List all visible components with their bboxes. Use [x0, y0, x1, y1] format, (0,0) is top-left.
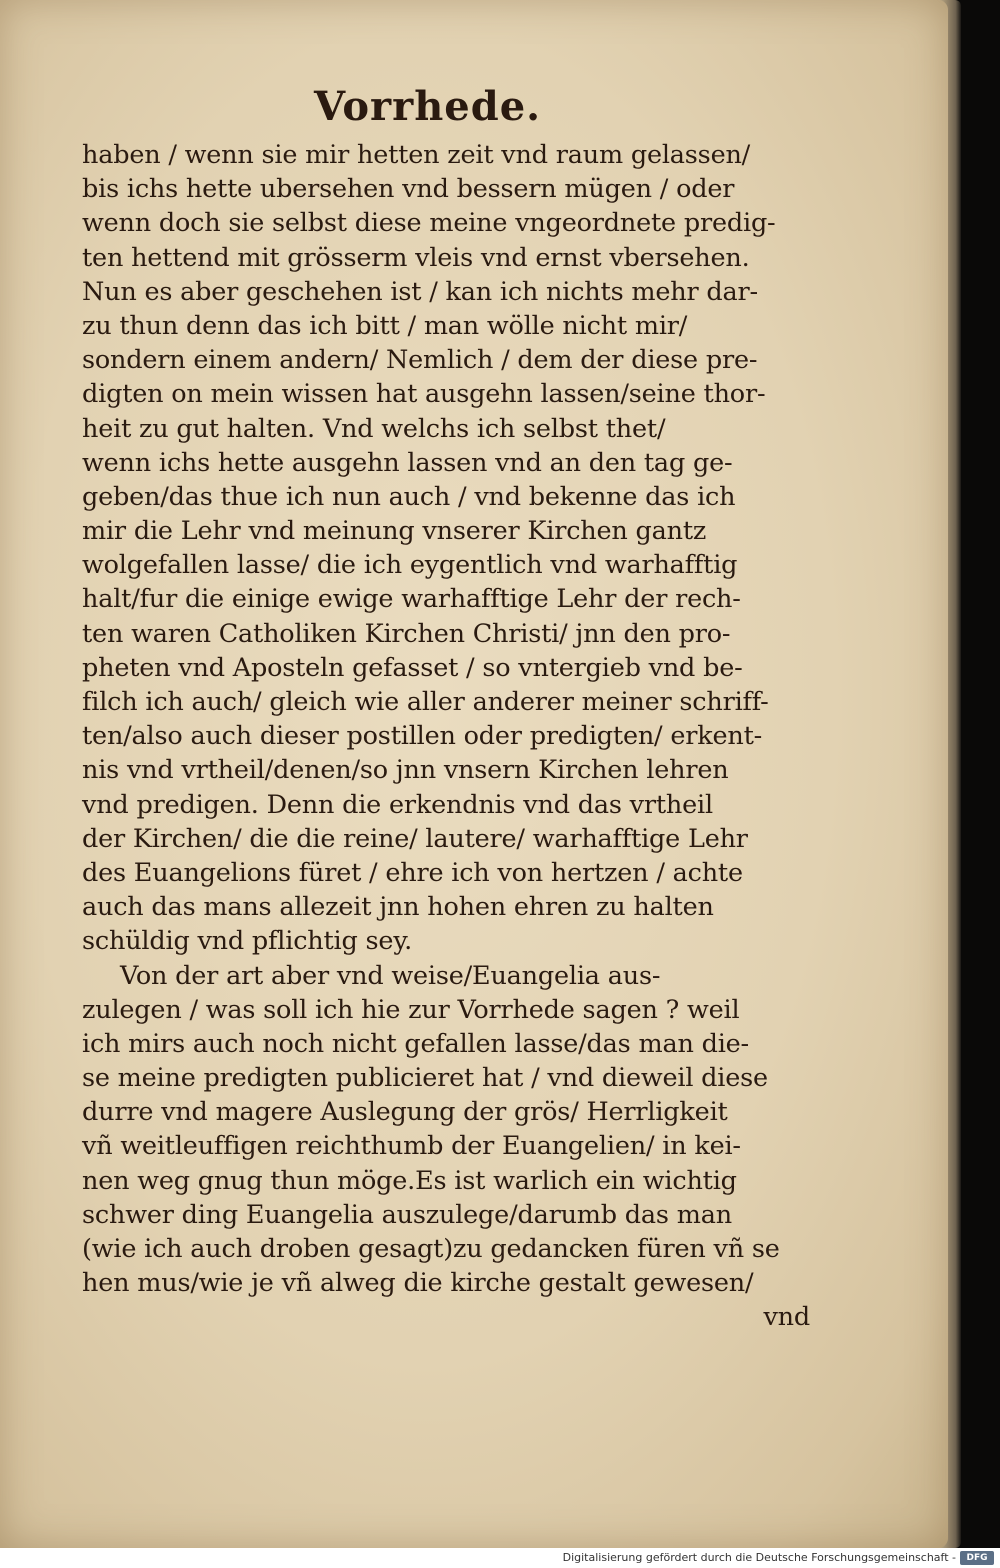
- dfg-logo: DFG: [960, 1551, 994, 1565]
- text-line: vnd predigen. Denn die erkendnis vnd das vrtheil: [82, 789, 713, 820]
- text-line: ich mirs auch noch nicht gefallen lasse/das man die-: [82, 1028, 749, 1059]
- text-line: digten on mein wissen hat ausgehn lassen/seine thor-: [82, 379, 766, 410]
- text-line: vñ weitleuffigen reichthumb der Euangelien/ in kei-: [82, 1131, 741, 1162]
- text-line: mir die Lehr vnd meinung vnserer Kirchen gantz: [82, 516, 707, 547]
- text-line: wolgefallen lasse/ die ich eygentlich vnd warhafftig: [82, 550, 738, 581]
- text-line: der Kirchen/ die die reine/ lautere/ warhafftige Lehr: [82, 823, 748, 854]
- text-line: wenn doch sie selbst diese meine vngeordnete predig-: [82, 208, 776, 239]
- text-line: filch ich auch/ gleich wie aller anderer meiner schriff-: [82, 687, 769, 717]
- text-line: schwer ding Euangelia auszulege/darumb das man: [82, 1199, 732, 1230]
- text-line: pheten vnd Aposteln gefasset / so vntergieb vnd be-: [82, 652, 743, 683]
- funding-credit: Digitalisierung gefördert durch die Deutsche Forschungsgemeinschaft -: [562, 1551, 956, 1564]
- text-line: halt/fur die einige ewige warhafftige Lehr der rech-: [82, 584, 741, 615]
- text-line: (wie ich auch droben gesagt)zu gedancken füren vñ se: [82, 1234, 780, 1264]
- body-text: [82, 138, 822, 1300]
- text-line: auch das mans allezeit jnn hohen ehren zu halten: [82, 892, 714, 923]
- digitization-footer: [0, 1548, 1000, 1568]
- text-line: des Euangelions füret / ehre ich von hertzen / achte: [82, 857, 743, 888]
- text-line: wenn ichs hette ausgehn lassen vnd an den tag ge-: [82, 447, 733, 478]
- text-line: durre vnd magere Auslegung der grös/ Herrligkeit: [82, 1097, 728, 1128]
- text-line: sondern einem andern/ Nemlich / dem der diese pre-: [82, 345, 758, 376]
- page-text-block: [82, 78, 822, 1335]
- text-line: ten hettend mit grösserm vleis vnd ernst vbersehen.: [82, 242, 750, 273]
- text-line: ten waren Catholiken Kirchen Christi/ jnn den pro-: [82, 618, 731, 649]
- text-line: heit zu gut halten. Vnd welchs ich selbst thet/: [82, 413, 666, 444]
- text-line: haben / wenn sie mir hetten zeit vnd raum gelassen/: [82, 140, 751, 170]
- text-line: bis ichs hette ubersehen vnd bessern mügen / oder: [82, 174, 735, 205]
- text-line: Von der art aber vnd weise/Euangelia aus-: [120, 960, 661, 991]
- text-line: nen weg gnug thun möge.Es ist warlich ein wichtig: [82, 1165, 737, 1196]
- running-head: Vorrhede.: [314, 83, 542, 130]
- text-line: geben/das thue ich nun auch / vnd bekenne das ich: [82, 481, 736, 512]
- text-line: Nun es aber geschehen ist / kan ich nichts mehr dar-: [82, 276, 758, 307]
- catchword: vnd: [763, 1302, 810, 1333]
- text-line: zu thun denn das ich bitt / man wölle nicht mir/: [82, 310, 688, 341]
- text-line: ten/also auch dieser postillen oder predigten/ erkent-: [82, 721, 763, 752]
- text-line: zulegen / was soll ich hie zur Vorrhede sagen ? weil: [82, 994, 740, 1025]
- text-line: se meine predigten publicieret hat / vnd dieweil diese: [82, 1063, 768, 1094]
- text-line: nis vnd vrtheil/denen/so jnn vnsern Kirchen lehren: [82, 755, 729, 786]
- text-line: hen mus/wie je vñ alweg die kirche gestalt gewesen/: [82, 1268, 754, 1299]
- text-line: schüldig vnd pflichtig sey.: [82, 926, 413, 957]
